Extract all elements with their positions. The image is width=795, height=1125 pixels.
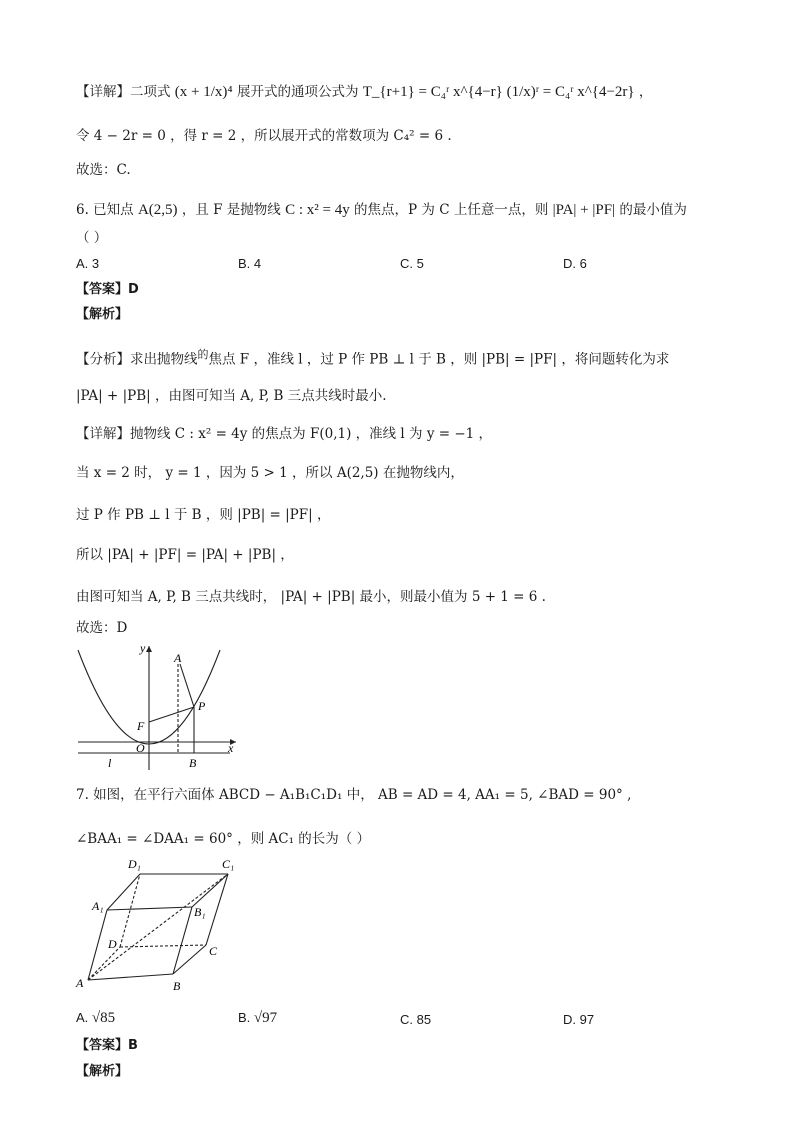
- q6-answer: 【答案】D: [76, 282, 139, 297]
- binomial-expression: (x + 1/x)⁴: [174, 84, 233, 100]
- label-b1: B₁: [194, 905, 206, 919]
- detail-choose: 故选：C.: [76, 162, 131, 178]
- detail-line-2: 令 4 − 2r = 0 ，得 r = 2 ，所以展开式的常数项为 C₄² = 6 .: [76, 128, 452, 144]
- q6-fenxi-de: 的: [197, 348, 209, 361]
- edge-bb1: [173, 907, 192, 974]
- q6-point-a: A(2,5): [137, 202, 178, 218]
- parallelepiped-figure: [70, 852, 250, 997]
- label-l: l: [108, 756, 112, 770]
- detail-mid: 展开式的通项公式为: [236, 84, 359, 100]
- q6-fenxi-line-2: |PA| + |PB| ，由图可知当 A, P, B 三点共线时最小.: [76, 388, 387, 404]
- label-b: B: [173, 979, 181, 993]
- edge-aa1: [88, 910, 107, 980]
- q6-detail-2: 当 x = 2 时， y = 1 ，因为 5 > 1 ，所以 A(2,5) 在抛物线内，: [76, 465, 464, 481]
- q6-choose: 故选：D: [76, 620, 128, 636]
- q6-detail-3: 过 P 作 PB ⊥ l 于 B ，则 |PB| = |PF| ，: [76, 507, 331, 523]
- segment-ap: [180, 664, 194, 707]
- edge-ab: [88, 974, 173, 980]
- q7-answer: 【答案】B: [76, 1038, 138, 1053]
- label-b: B: [189, 756, 197, 770]
- label-d1: D₁: [128, 857, 141, 871]
- edge-a1b1: [107, 907, 192, 910]
- label-a: A: [76, 976, 84, 990]
- q6-stem-a: 6. 已知点: [76, 202, 134, 218]
- q6-detail-5: 由图可知当 A, P, B 三点共线时， |PA| + |PB| 最小，则最小值为 5 + 1 = 6 .: [76, 589, 546, 605]
- label-a1: A₁: [92, 899, 104, 913]
- label-y: y: [140, 641, 146, 655]
- q7-option-c: C. 85: [400, 1012, 432, 1027]
- label-x: x: [228, 741, 234, 755]
- label-p: P: [198, 699, 206, 713]
- q6-detail-1: 【详解】抛物线 C : x² = 4y 的焦点为 F(0,1) ，准线 l 为 y = −1 ，: [76, 426, 493, 442]
- detail-comma: ，: [638, 84, 653, 100]
- label-f: F: [137, 719, 145, 733]
- q6-stem: [76, 200, 687, 220]
- detail-line-1: [76, 82, 652, 102]
- label-d: D: [108, 937, 117, 951]
- edge-bc: [173, 945, 206, 974]
- q6-option-b: B. 4: [238, 256, 262, 271]
- q6-parabola: C : x² = 4y: [285, 202, 350, 218]
- q6-option-d: D. 6: [563, 256, 587, 271]
- q6-fenxi-line-1: [76, 345, 669, 370]
- q6-expr: |PA| + |PF|: [552, 202, 616, 218]
- q6-fenxi-a: 【分析】求出抛物线: [76, 351, 198, 368]
- q6-stem-d: 的最小值为: [619, 202, 687, 218]
- segment-fp: [149, 707, 194, 722]
- q6-paren: （ ）: [76, 230, 108, 246]
- label-o: O: [136, 741, 145, 755]
- q7-stem-2: ∠BAA₁ = ∠DAA₁ = 60° ，则 AC₁ 的长为（ ）: [76, 831, 371, 847]
- q6-fenxi-b: 焦点 F ，准线 l ，过 P 作 PB ⊥ l 于 B ，则 |PB| = |PF| ，将问题转化为求: [208, 351, 670, 368]
- diagonal-ac1: [88, 874, 228, 980]
- q6-analysis-label: 【解析】: [76, 307, 129, 322]
- q6-detail-4: 所以 |PA| + |PF| = |PA| + |PB| ，: [76, 547, 294, 563]
- label-c1: C₁: [222, 857, 235, 871]
- general-term-formula: T_{r+1} = C₄ʳ x^{4−r} (1/x)ʳ = C₄ʳ x^{4−2r}: [362, 84, 635, 100]
- q7-option-a: A. √85: [76, 1010, 116, 1026]
- detail-prefix: 【详解】二项式: [76, 84, 171, 100]
- label-c: C: [209, 944, 218, 958]
- q7-analysis-label: 【解析】: [76, 1064, 129, 1079]
- q6-stem-b: ，且 F 是抛物线: [181, 202, 281, 218]
- parabola-figure: [70, 640, 250, 775]
- q6-option-a: A. 3: [76, 256, 100, 271]
- label-a: A: [174, 651, 182, 665]
- q7-option-b: B. √97: [238, 1010, 278, 1026]
- q7-option-d: D. 97: [563, 1012, 595, 1027]
- q7-stem-1: 7. 如图，在平行六面体 ABCD − A₁B₁C₁D₁ 中， AB = AD = 4, AA₁ = 5, ∠BAD = 90° ,: [76, 787, 632, 803]
- q6-stem-c: 的焦点，P 为 C 上任意一点，则: [354, 202, 549, 218]
- q6-option-c: C. 5: [400, 256, 424, 271]
